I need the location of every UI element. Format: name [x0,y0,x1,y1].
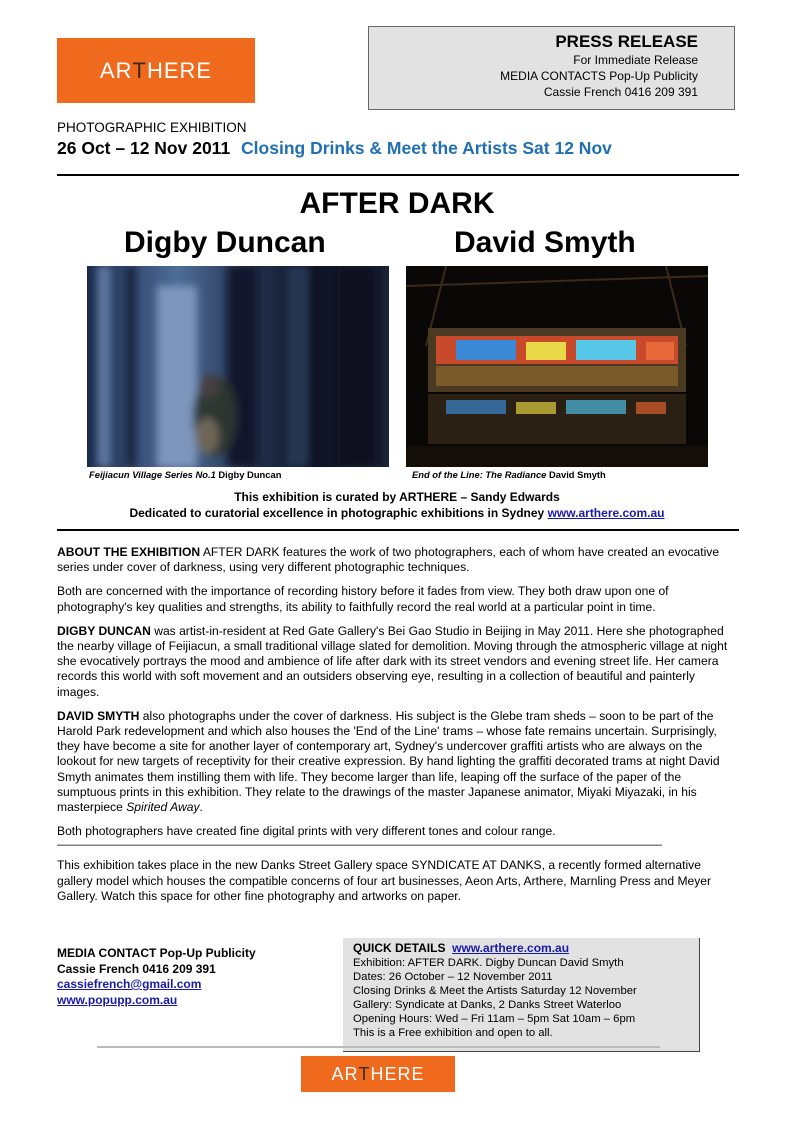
press-release-line2: MEDIA CONTACTS Pop-Up Publicity [500,69,698,83]
david-paragraph [57,709,739,815]
contact-line2: Cassie French 0416 209 391 [57,961,216,976]
contact-email-link[interactable]: cassiefrench@gmail.com [57,977,202,991]
arthere-footer-logo [301,1056,455,1092]
quick-row-exhibition: Exhibition: AFTER DARK. Digby Duncan David Smyth [353,957,624,969]
david-text: also photographs under the cover of darkness. His subject is the Glebe tram sheds – soon to be part of the Harold Park redevelopment and which also houses the 'End of the Line' trams – whose fate remains uncertain. Surprisingly, they have become a site for another layer of contemporary art, Sydney's undercover graffiti artists who are always on the lookout for new targets of receptivity for their creative expression. By hand lighting the graffiti decorated trams at night David Smyth animates them instilling them with life. They become larger than life, leaping off the surface of the paper of the sumptuous prints in this exhibition. They relate to the drawings of the master Japanese animator, Miyaki Miyazaki, in his masterpiece [57,708,720,815]
caption-right-title: End of the Line: The Radiance [412,469,547,480]
artist-left-name: Digby Duncan [124,226,326,259]
caption-right-artist: David Smyth [546,469,606,480]
about-heading: ABOUT THE EXHIBITION [57,545,201,559]
quick-row-free: This is a Free exhibition and open to all. [353,1027,553,1039]
exhibition-kicker: PHOTOGRAPHIC EXHIBITION [57,120,247,135]
david-heading: DAVID SMYTH [57,708,140,723]
press-release-line3: Cassie French 0416 209 391 [543,85,698,99]
prints-paragraph [57,824,739,839]
quick-details-box [343,938,700,1052]
about-text: AFTER DARK features the work of two photographers, each of whom have created an evocative series under cover of darkness, using very different photographic techniques. [57,545,720,575]
logo-text: AR [99,57,133,83]
digby-heading: DIGBY DUNCAN [57,623,151,638]
arthere-link[interactable]: www.arthere.com.au [547,506,665,520]
caption-left [89,469,281,480]
footer-logo-text: AR [331,1063,359,1084]
curated-line1: This exhibition is curated by ARTHERE – Sandy Edwards [234,490,560,504]
exhibition-dates: 26 Oct – 12 Nov 2011 [57,138,231,158]
press-release-title: PRESS RELEASE [555,32,698,51]
press-release-line1: For Immediate Release [573,53,698,67]
quick-details-header [353,941,699,956]
artist-right-name: David Smyth [454,226,636,259]
exhibition-dates-line [57,138,612,159]
press-release-box [368,26,735,110]
curated-divider [57,529,739,531]
footer-divider [97,1046,660,1048]
exhibition-title: AFTER DARK [299,187,495,220]
caption-left-artist: Digby Duncan [215,469,282,480]
quick-row-gallery: Gallery: Syndicate at Danks, 2 Danks Street Waterloo [353,999,622,1011]
venue-paragraph: This exhibition takes place in the new Danks Street Gallery space SYNDICATE AT DANKS, a recently formed alternative gallery model which houses the compatible concerns of four art businesses, Aeon Arts, Arthere, Marnling Press and Meyer Gallery. Watch this space for other fine photography and artworks on paper. [57,858,712,903]
caption-left-title: Feijiacun Village Series No.1 [89,469,216,480]
contact-line1: MEDIA CONTACT Pop-Up Publicity [57,946,256,960]
prints-text: Both photographers have created fine digital prints with very different tones and colour range. [57,824,556,839]
dash-divider: ——————————————————————————————————————————————————————— [57,839,662,852]
photo-feijiacun [87,266,389,467]
footer-logo-text-t: T [358,1063,371,1084]
quick-row-dates: Dates: 26 October – 12 November 2011 [353,971,553,983]
contact-web-link[interactable]: www.popupp.com.au [57,992,178,1007]
digby-paragraph [57,624,739,700]
header-divider [57,174,739,176]
quick-details-title: QUICK DETAILS [353,941,446,955]
curated-line2 [0,506,794,520]
body-text [57,545,739,913]
photo-end-of-the-line [406,266,708,467]
logo-text-t: T [132,57,147,83]
media-contact [57,946,256,1008]
concern-paragraph: Both are concerned with the importance of recording history before it fades from view. They both draw upon one of photography's key qualities and strengths, its ability to faithfully record the real world at a particular point in time. [57,584,669,614]
arthere-logo [57,38,255,103]
quick-row-hours: Opening Hours: Wed – Fri 11am – 5pm Sat 10am – 6pm [353,1013,636,1025]
footer-logo-text-end: HERE [370,1063,425,1084]
closing-drinks: Closing Drinks & Meet the Artists Sat 12 Nov [241,138,612,158]
about-paragraph [57,545,739,575]
spirited-away: Spirited Away [126,800,200,815]
curated-tagline: Dedicated to curatorial excellence in photographic exhibitions in Sydney [129,506,548,520]
caption-right [412,469,606,480]
quick-details-link[interactable]: www.arthere.com.au [452,941,570,955]
logo-text-end: HERE [146,57,213,83]
quick-row-closing: Closing Drinks & Meet the Artists Saturday 12 November [353,985,637,997]
david-text-end: . [199,800,203,815]
digby-text: was artist-in-resident at Red Gate Gallery's Bei Gao Studio in Beijing in May 2011. Here she photographed the nearby village of Feijiacun, a small traditional village slated for demolition. Moving through the atmospheric village at night she evocatively portrays the mood and ambience of life after dark with its street vendors and evening street life. Her camera records this world with soft movement and an outsiders observing eye, resulting in a collection of beautiful and painterly images. [57,623,728,699]
